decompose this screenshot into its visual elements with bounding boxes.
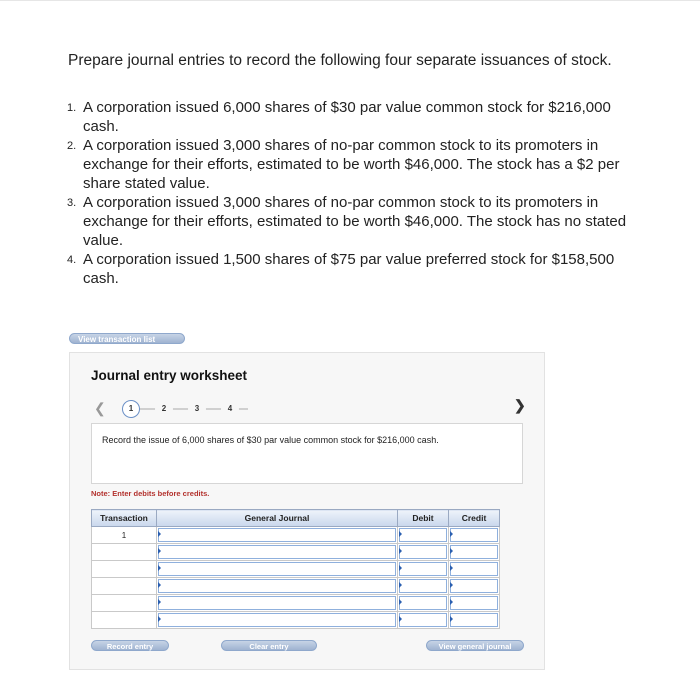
debit-input[interactable]	[399, 613, 447, 627]
chevron-right-icon[interactable]: ❯	[514, 397, 526, 413]
question-number: 1.	[67, 102, 77, 114]
question-item	[60, 136, 680, 193]
account-input[interactable]	[158, 545, 396, 559]
question-item	[60, 98, 680, 136]
credit-input[interactable]	[450, 528, 498, 542]
transaction-cell	[92, 578, 157, 595]
question-number: 4.	[67, 254, 77, 266]
journal-entry-worksheet	[69, 352, 545, 670]
column-header-credit: Credit	[449, 510, 500, 527]
question-line: exchange for their efforts, estimated to be worth $46,000. The stock has no stated	[83, 213, 627, 230]
question-line: exchange for their efforts, estimated to be worth $46,000. The stock has a $2 per	[83, 156, 620, 173]
question-item	[60, 193, 680, 250]
page-1-button[interactable]: 1	[122, 400, 140, 418]
question-line: cash.	[83, 270, 119, 287]
column-header-transaction: Transaction	[92, 510, 157, 527]
table-row	[92, 578, 500, 595]
question-line: share stated value.	[83, 175, 210, 192]
debit-input[interactable]	[399, 545, 447, 559]
credit-input[interactable]	[450, 596, 498, 610]
column-header-debit: Debit	[398, 510, 449, 527]
table-row	[92, 595, 500, 612]
question-item	[60, 250, 680, 288]
entry-instruction: Record the issue of 6,000 shares of $30 par value common stock for $216,000 cash.	[91, 423, 523, 484]
credit-input[interactable]	[450, 545, 498, 559]
debit-input[interactable]	[399, 528, 447, 542]
debit-credit-note: Note: Enter debits before credits.	[91, 489, 210, 498]
credit-input[interactable]	[450, 579, 498, 593]
account-input[interactable]	[158, 579, 396, 593]
transaction-cell	[92, 544, 157, 561]
transaction-cell	[92, 561, 157, 578]
table-row	[92, 612, 500, 629]
question-line: cash.	[83, 118, 119, 135]
journal-table	[91, 509, 500, 629]
account-input[interactable]	[158, 613, 396, 627]
question-number: 3.	[67, 197, 77, 209]
chevron-left-icon[interactable]: ❮	[94, 400, 106, 416]
question-line: A corporation issued 1,500 shares of $75 par value preferred stock for $158,500	[83, 251, 615, 268]
transaction-cell	[92, 612, 157, 629]
question-line: A corporation issued 3,000 shares of no-par common stock to its promoters in	[83, 137, 599, 154]
question-line: A corporation issued 6,000 shares of $30 par value common stock for $216,000	[83, 99, 611, 116]
credit-input[interactable]	[450, 613, 498, 627]
clear-entry-button[interactable]: Clear entry	[221, 640, 317, 651]
top-divider	[0, 0, 700, 1]
credit-input[interactable]	[450, 562, 498, 576]
page-3-button[interactable]: 3	[188, 400, 206, 418]
account-input[interactable]	[158, 528, 396, 542]
question-number: 2.	[67, 140, 77, 152]
question-line: A corporation issued 3,000 shares of no-par common stock to its promoters in	[83, 194, 599, 211]
column-header-general-journal: General Journal	[157, 510, 398, 527]
page-4-button[interactable]: 4	[221, 400, 239, 418]
view-general-journal-button[interactable]: View general journal	[426, 640, 524, 651]
table-row	[92, 527, 500, 544]
account-input[interactable]	[158, 562, 396, 576]
debit-input[interactable]	[399, 596, 447, 610]
table-row	[92, 561, 500, 578]
view-transaction-list-button[interactable]: View transaction list	[69, 333, 185, 344]
table-row	[92, 544, 500, 561]
transaction-cell	[92, 595, 157, 612]
question-list	[60, 98, 680, 288]
debit-input[interactable]	[399, 579, 447, 593]
question-line: value.	[83, 232, 124, 249]
record-entry-button[interactable]: Record entry	[91, 640, 169, 651]
instructions-heading: Prepare journal entries to record the following four separate issuances of stock.	[68, 52, 612, 69]
debit-input[interactable]	[399, 562, 447, 576]
transaction-number: 1	[92, 527, 157, 544]
worksheet-title: Journal entry worksheet	[91, 368, 248, 383]
worksheet-pager	[118, 399, 254, 419]
page-2-button[interactable]: 2	[155, 400, 173, 418]
account-input[interactable]	[158, 596, 396, 610]
